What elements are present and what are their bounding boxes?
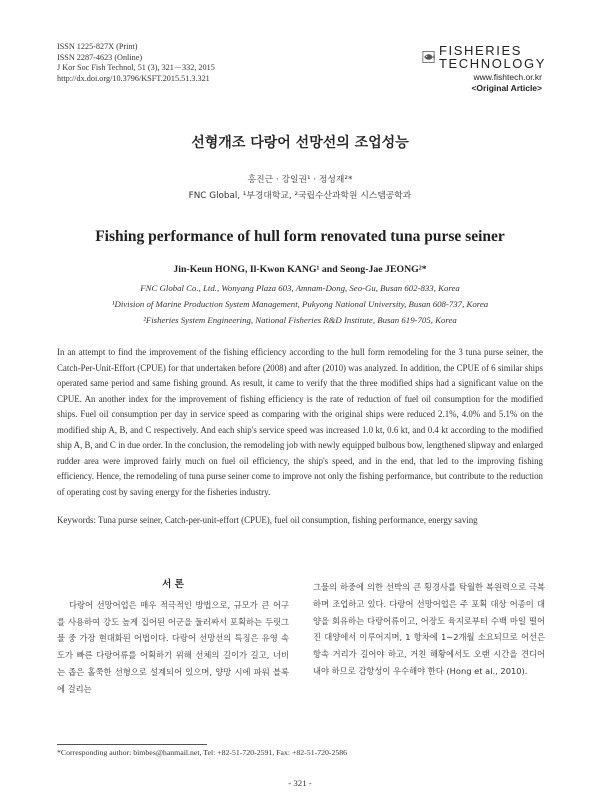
issn-online: ISSN 2287-4623 (Online) bbox=[57, 52, 143, 62]
affiliation-1: FNC Global Co., Ltd., Wonyang Plaza 603, Amnam-Dong, Seo-Gu, Busan 602-833, Korea bbox=[140, 283, 460, 293]
affiliation-3: ²Fisheries System Engineering, National Fisheries R&D Institute, Busan 619-705, Korea bbox=[143, 315, 457, 325]
logo-wordmark bbox=[439, 44, 546, 70]
english-title: Fishing performance of hull form renovated tuna purse seiner bbox=[95, 228, 505, 245]
logo-line-1: FISHERIES bbox=[438, 43, 523, 58]
issn-print: ISSN 1225-827X (Print) bbox=[57, 42, 138, 51]
article-type: <Original Article> bbox=[471, 83, 542, 93]
fish-logo-icon bbox=[421, 44, 436, 70]
korean-affiliations: FNC Global, ¹부경대학교, ²국립수산과학원 시스템공학과 bbox=[188, 191, 412, 201]
page-number: - 321 - bbox=[288, 778, 312, 788]
journal-meta bbox=[57, 42, 215, 84]
korean-authors: 홍진근 · 강일권¹ · 정성재²* bbox=[247, 175, 353, 185]
journal-logo bbox=[421, 44, 546, 93]
intro-paragraph-left: 다랑어 선망어업은 매우 적극적인 방법으로, 규모가 큰 어구를 사용하여 강도 높게 집어된 어군을 둘러싸서 포획하는 두릿그물 중 가장 현대화된 어법이다. 다랑어 선망선의 특징은 유영 속도가 빠른 다랑어류를 어획하기 위해 선체의 길이가 길고, 너비는 좁은 홀쭉한 선형으로 설계되어 있으며, 양망 시에 파워 블록에 걸리는 bbox=[57, 599, 289, 694]
body-column-right bbox=[313, 579, 545, 680]
keywords: Keywords: Tuna purse seiner, Catch-per-unit-effort (CPUE), fuel oil consumption, fishing performance, energy saving bbox=[57, 515, 478, 525]
body-column-left bbox=[57, 577, 289, 698]
intro-paragraph-right: 그물의 하중에 의한 선박의 큰 횡경사를 탁월한 복원력으로 극복하며 조업하고 있다. 다랑어 선망어업은 주 포획 대상 어종이 대양을 회유하는 다랑어류이고, 어장도 육지로부터 수백 마일 떨어진 대양에서 이루어지며, 1 항차에 1∼2개월 소요되므로 어선은 항속 거리가 길어야 하고, 거친 해황에서도 오랜 시간을 견디어내야 하므로 감항성이 우수해야 한다 (Hong et al., 2010). bbox=[313, 582, 545, 676]
korean-title: 선형개조 다랑어 선망선의 조업성능 bbox=[191, 135, 409, 151]
journal-url[interactable]: www.fishtech.or.kr bbox=[473, 72, 542, 82]
footnote-divider bbox=[57, 744, 207, 745]
affiliation-2: ¹Division of Marine Production System Management, Pukyong National University, Busan 608-737, Korea bbox=[111, 299, 489, 309]
section-heading: 서 론 bbox=[162, 579, 184, 590]
doi-link[interactable]: http://dx.doi.org/10.3796/KSFT.2015.51.3.321 bbox=[57, 73, 210, 83]
citation: J Kor Soc Fish Technol, 51 (3), 321－332, 2015 bbox=[57, 63, 215, 73]
logo-line-2: TECHNOLOGY bbox=[438, 56, 546, 71]
corresponding-author-footnote: *Corresponding author: bimbes@hanmail.net, Tel: +82-51-720-2591, Fax: +82-51-720-2586 bbox=[57, 748, 348, 757]
english-authors: Jin-Keun HONG, Il-Kwon KANG¹ and Seong-Jae JEONG²* bbox=[173, 264, 427, 275]
abstract: In an attempt to find the improvement of the fishing efficiency according to the hull form remodeling for the 3 tuna purse seiner, the Catch-Per-Unit-Effort (CPUE) for that undertaken before (2008) and after (2010) was analyzed. In addition, the CPUE of 6 similar ships operated same period and same fishing ground. As result, it came to verify that the three modified ships had a significant value on the CPUE. An another index for the improvement of fishing efficiency is the rate of reduction of fuel oil consumption for the modified ships. Fuel oil consumption per day in service speed as comparing with the original ships were reduced 2.1%, 4.0% and 5.1% on the modified ship A, B, and C respectively. And each ship's service speed was increased 1.0 kt, 0.6 kt, and 0.4 kt according to the modified ship A, B, and C in due order. In the conclusion, the remodeling job with newly equipped bulbous bow, lengthened slipway and enlarged rudder area were improved fairly much on fuel oil efficiency, the ship's speed, and in the end, that led to the improving fishing efficiency. Hence, the remodeling of tuna purse seiner come to improve not only the fishing performance, but contribute to the reduction of operating cost by saving energy for the fisheries industry. bbox=[57, 347, 543, 497]
